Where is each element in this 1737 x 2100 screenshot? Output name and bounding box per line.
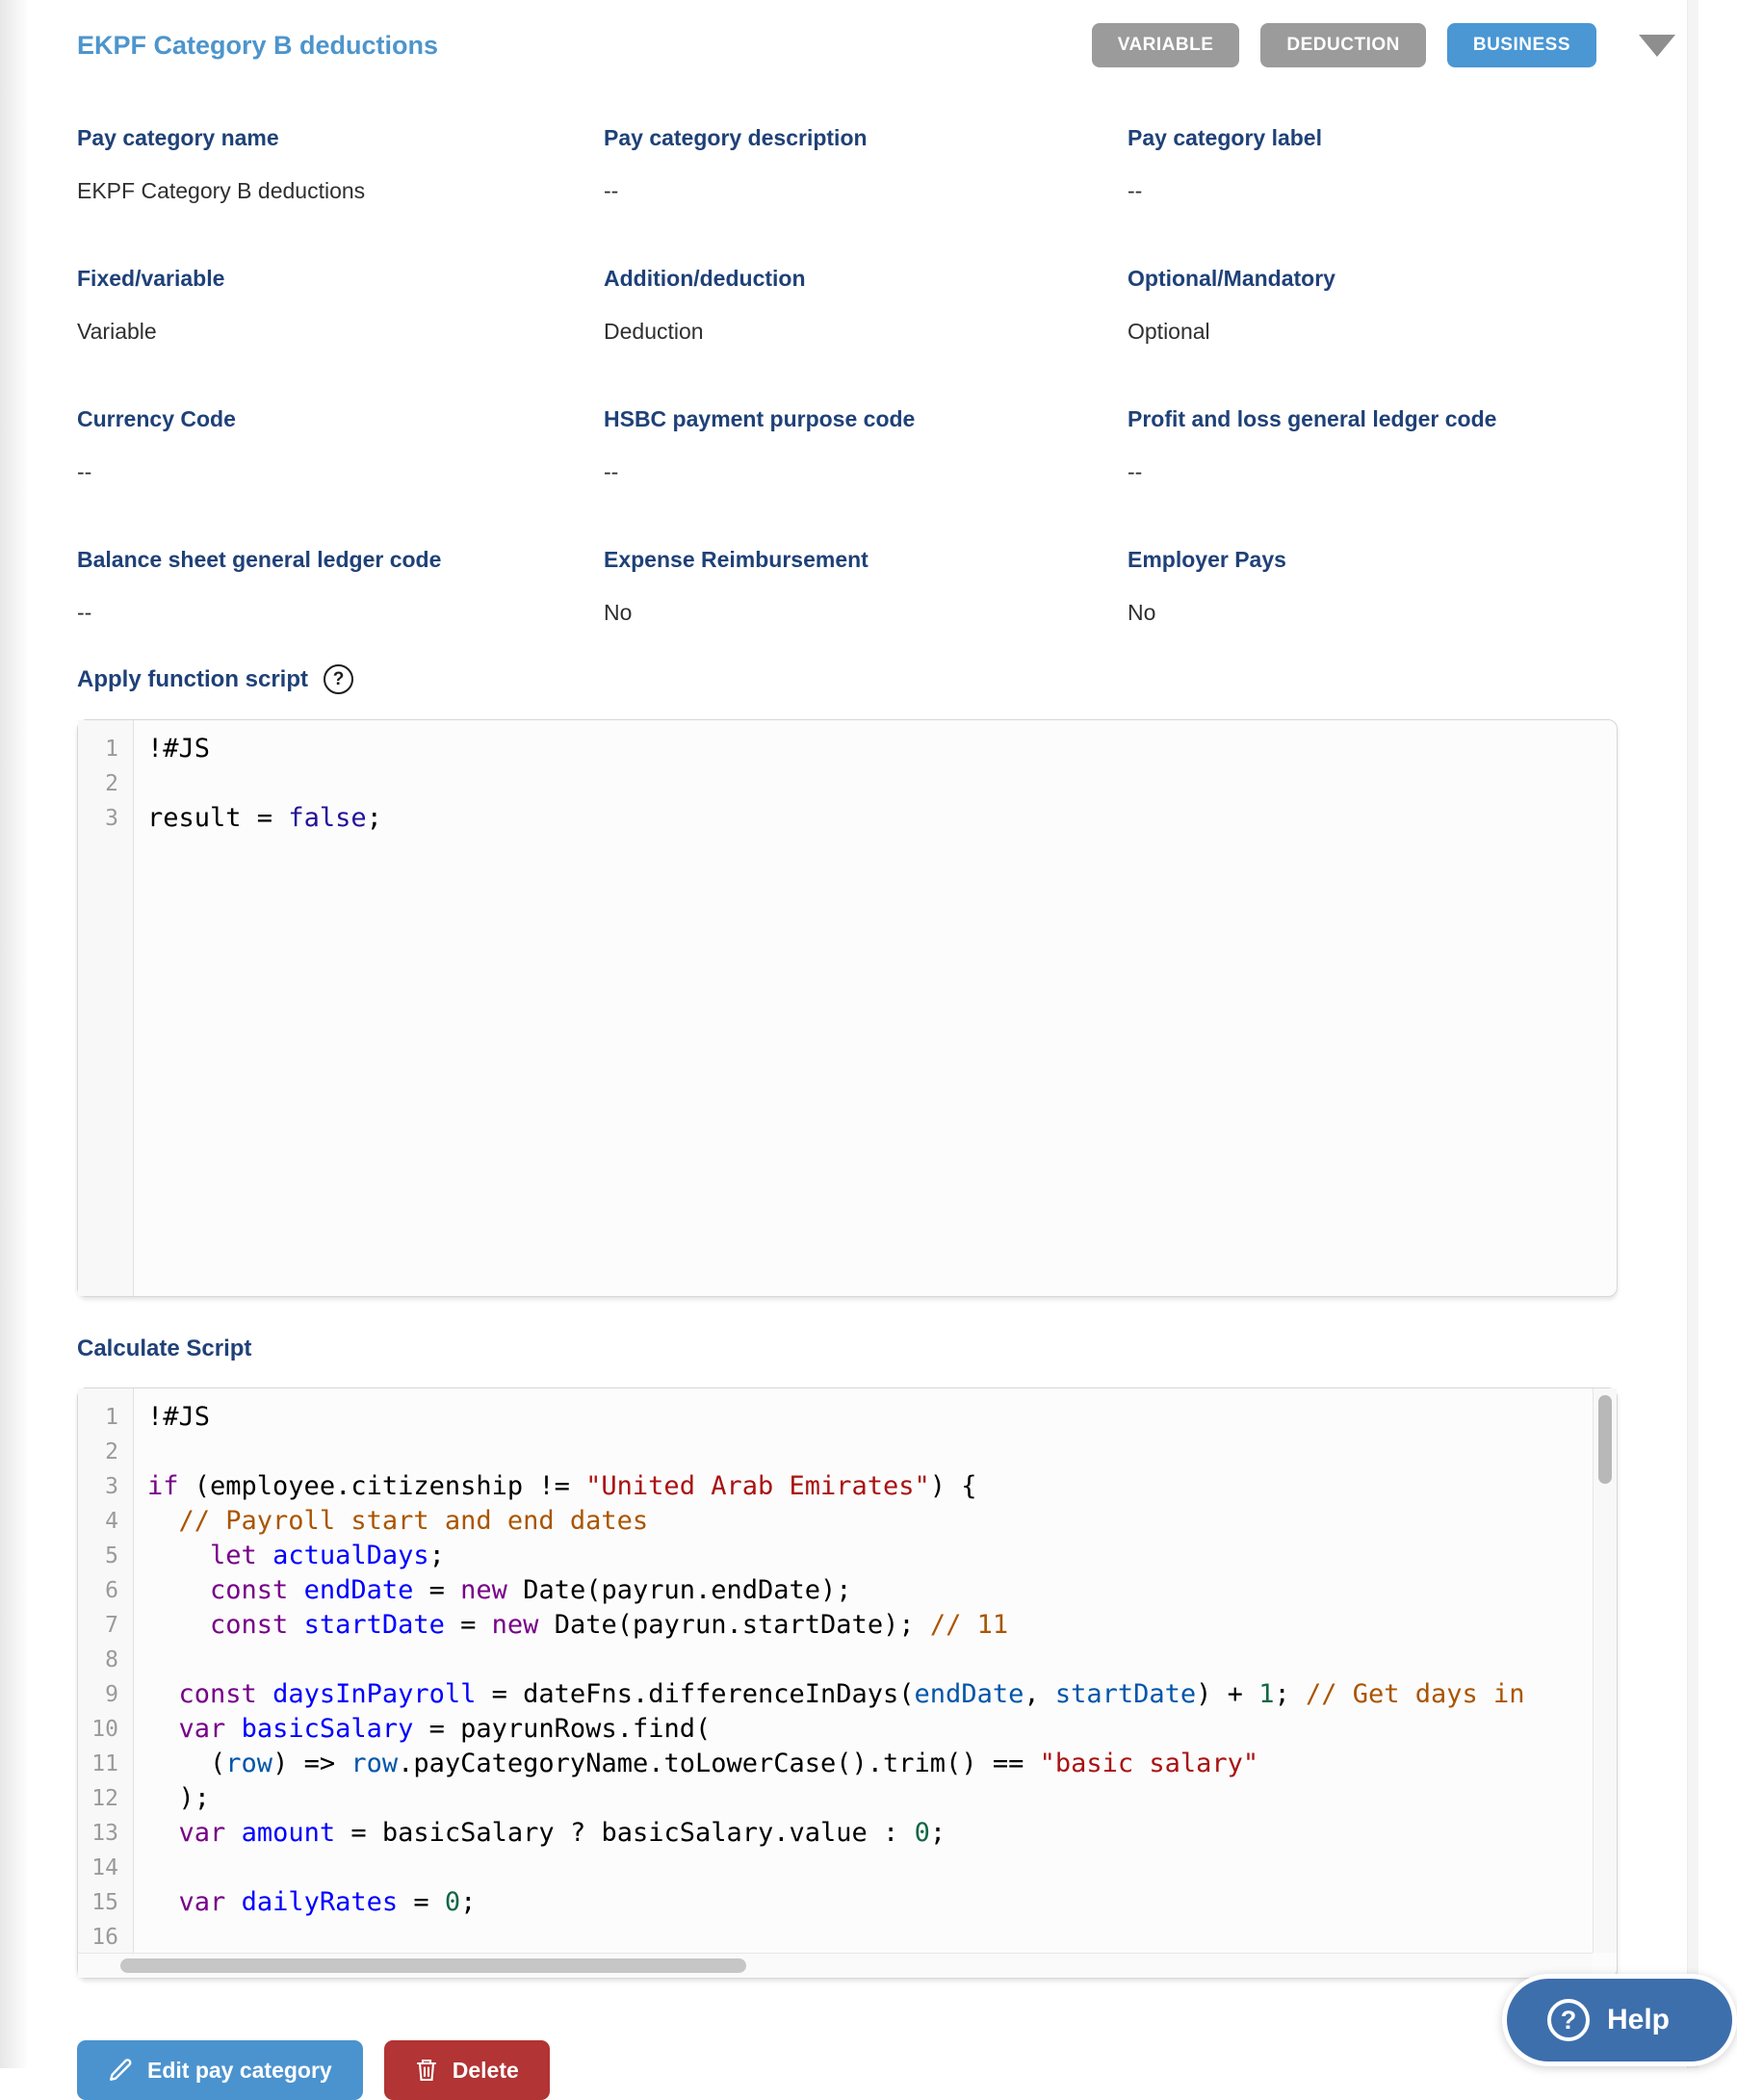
chevron-down-icon[interactable]	[1639, 35, 1675, 57]
calculate-script-gutter	[78, 1388, 134, 1978]
code-line: // Payroll start and end dates	[178, 1506, 649, 1536]
delete-button[interactable]	[384, 2040, 550, 2100]
question-icon[interactable]: ?	[324, 664, 353, 694]
badge-business[interactable]: BUSINESS	[1447, 23, 1596, 67]
code-line: var dailyRates = 0;	[178, 1887, 477, 1917]
help-button-label: Help	[1607, 2004, 1671, 2035]
field-value: No	[1128, 600, 1156, 625]
field-pay-category-label	[1128, 125, 1618, 204]
line-number: 13	[91, 1821, 118, 1846]
line-number: 16	[91, 1925, 118, 1950]
field-value: No	[604, 600, 633, 625]
field-value: --	[604, 178, 619, 203]
calculate-script-code[interactable]	[134, 1388, 1617, 1978]
field-value: --	[1128, 178, 1143, 203]
code-line: const endDate = new Date(payrun.endDate);	[210, 1575, 852, 1605]
field-balance-sheet-general-ledger-code	[77, 547, 604, 626]
calculate-script-heading	[77, 1335, 1618, 1362]
line-number: 6	[105, 1578, 118, 1603]
code-line: !#JS	[147, 1402, 211, 1432]
horizontal-scrollbar[interactable]	[78, 1953, 1593, 1978]
field-value: Optional	[1128, 319, 1210, 344]
code-line: if (employee.citizenship != "United Arab Emirates") {	[147, 1471, 977, 1501]
line-number: 5	[105, 1543, 118, 1569]
horizontal-scrollbar-thumb[interactable]	[120, 1958, 746, 1973]
field-value: --	[604, 459, 619, 484]
calculate-script-editor[interactable]	[77, 1387, 1618, 1979]
edit-pay-category-button[interactable]	[77, 2040, 363, 2100]
code-line	[147, 1851, 1617, 1885]
field-employer-pays	[1128, 547, 1618, 626]
field-label: Pay category name	[77, 125, 279, 150]
trash-icon	[415, 2058, 438, 2083]
field-profit-and-loss-general-ledger-code	[1128, 406, 1618, 485]
field-label: Pay category label	[1128, 125, 1322, 150]
code-line: !#JS	[147, 734, 211, 764]
code-line: (row) => row.payCategoryName.toLowerCase().trim() == "basic salary"	[147, 1749, 1259, 1778]
line-number: 1	[105, 737, 118, 762]
field-pay-category-description	[604, 125, 1128, 204]
vertical-scrollbar-thumb[interactable]	[1598, 1395, 1612, 1484]
line-number: 11	[91, 1751, 118, 1776]
field-label: Pay category description	[604, 125, 868, 150]
line-number: 7	[105, 1613, 118, 1638]
line-number: 1	[105, 1405, 118, 1430]
delete-button-label: Delete	[452, 2057, 519, 2083]
field-label: Optional/Mandatory	[1128, 266, 1335, 291]
field-label: Fixed/variable	[77, 266, 225, 291]
field-value: --	[1128, 459, 1143, 484]
field-expense-reimbursement	[604, 547, 1128, 626]
line-number: 14	[91, 1855, 118, 1880]
page-right-edge	[1687, 0, 1698, 2068]
field-value: Deduction	[604, 319, 704, 344]
field-addition-deduction	[604, 266, 1128, 345]
badge-deduction[interactable]: DEDUCTION	[1260, 23, 1425, 67]
code-line	[147, 1435, 1617, 1469]
code-line	[147, 1920, 1617, 1955]
apply-script-heading	[77, 664, 1618, 694]
pencil-icon	[108, 2058, 133, 2083]
badge-list	[1092, 23, 1596, 67]
field-value: EKPF Category B deductions	[77, 178, 366, 203]
question-icon: ?	[1547, 1999, 1590, 2041]
line-number: 3	[105, 1474, 118, 1499]
code-line: var amount = basicSalary ? basicSalary.value : 0;	[178, 1818, 946, 1848]
code-line: let actualDays;	[210, 1541, 445, 1570]
line-number: 10	[91, 1717, 118, 1742]
apply-script-label: Apply function script	[77, 665, 308, 692]
field-hsbc-payment-purpose-code	[604, 406, 1128, 485]
edit-button-label: Edit pay category	[147, 2057, 332, 2083]
code-line: var basicSalary = payrunRows.find(	[178, 1714, 712, 1744]
field-label: HSBC payment purpose code	[604, 406, 916, 431]
field-label: Addition/deduction	[604, 266, 806, 291]
field-pay-category-name	[77, 125, 604, 204]
field-label: Profit and loss general ledger code	[1128, 406, 1497, 431]
field-label: Expense Reimbursement	[604, 547, 868, 572]
field-value: --	[77, 600, 92, 625]
code-line: const daysInPayroll = dateFns.differenceInDays(endDate, startDate) + 1; // Get days in	[178, 1679, 1525, 1709]
line-number: 4	[105, 1509, 118, 1534]
card-header	[77, 0, 1675, 67]
apply-script-gutter	[78, 720, 134, 1296]
line-number: 2	[105, 771, 118, 796]
line-number: 8	[105, 1647, 118, 1672]
field-label: Balance sheet general ledger code	[77, 547, 442, 572]
apply-script-editor[interactable]	[77, 719, 1618, 1297]
line-number: 12	[91, 1786, 118, 1811]
pay-category-card	[77, 0, 1618, 2100]
field-label: Employer Pays	[1128, 547, 1286, 572]
code-line: );	[147, 1783, 211, 1813]
card-left-shadow	[0, 0, 27, 2068]
vertical-scrollbar[interactable]	[1593, 1388, 1617, 1953]
help-button[interactable]	[1502, 1974, 1737, 2066]
field-value: --	[77, 459, 92, 484]
code-line	[147, 1643, 1617, 1677]
line-number: 2	[105, 1439, 118, 1465]
calculate-script-label: Calculate Script	[77, 1335, 252, 1361]
field-currency-code	[77, 406, 604, 485]
line-number: 15	[91, 1890, 118, 1915]
code-line: result = false;	[147, 803, 382, 833]
line-number: 9	[105, 1682, 118, 1707]
field-fixed-variable	[77, 266, 604, 345]
field-value: Variable	[77, 319, 157, 344]
badge-variable[interactable]: VARIABLE	[1092, 23, 1240, 67]
code-line	[147, 766, 1617, 801]
code-line: const startDate = new Date(payrun.startDate); // 11	[210, 1610, 1009, 1640]
field-label: Currency Code	[77, 406, 236, 431]
apply-script-code[interactable]	[134, 720, 1617, 1296]
fields-grid	[77, 125, 1618, 626]
action-buttons	[77, 2040, 1618, 2100]
field-optional-mandatory	[1128, 266, 1618, 345]
line-number: 3	[105, 806, 118, 831]
page-title: EKPF Category B deductions	[77, 30, 439, 60]
